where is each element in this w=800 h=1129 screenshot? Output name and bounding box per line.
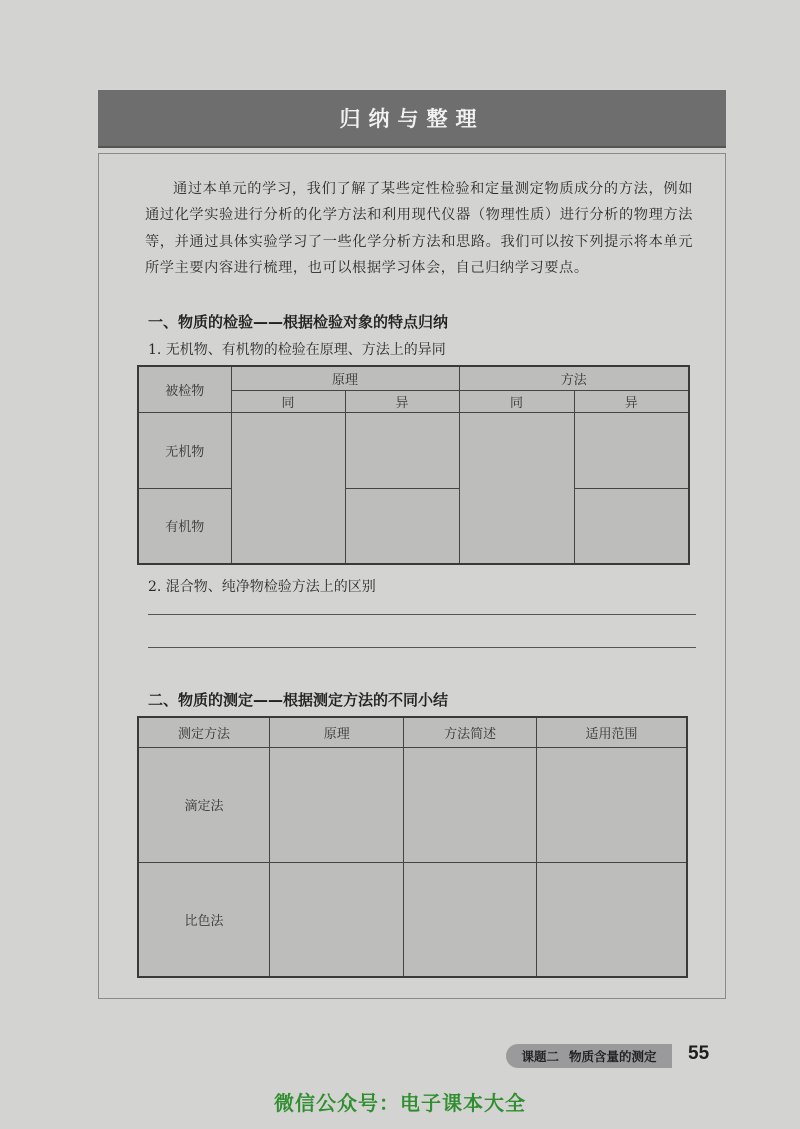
header-method-name: 测定方法 <box>138 717 269 747</box>
header-method-same: 同 <box>459 390 574 412</box>
footer-topic: 课题二 <box>521 1049 559 1064</box>
watermark: 微信公众号：电子课本大全 <box>274 1091 526 1115</box>
header-object: 被检物 <box>138 366 231 412</box>
cell-empty <box>404 862 536 977</box>
page-title: 归纳与整理 <box>339 107 485 131</box>
cell-inorganic-principle-diff <box>345 412 459 488</box>
answer-line <box>148 647 696 648</box>
cell-organic-principle-diff <box>345 488 459 564</box>
cell-inorganic-method-diff <box>574 412 689 488</box>
section1-heading: 一、物质的检验——根据检验对象的特点归纳 <box>148 313 449 331</box>
row-organic-label: 有机物 <box>138 488 231 564</box>
header-method-diff: 异 <box>574 390 689 412</box>
header-method-summary: 方法简述 <box>404 717 536 747</box>
header-principle: 原理 <box>269 717 403 747</box>
header-method: 方法 <box>459 366 689 390</box>
cell-empty <box>536 747 687 862</box>
section1-item1: 1. 无机物、有机物的检验在原理、方法上的异同 <box>148 342 446 358</box>
measurement-table <box>137 716 688 978</box>
cell-organic-method-diff <box>574 488 689 564</box>
answer-line <box>148 614 696 615</box>
cell-empty <box>269 862 403 977</box>
cell-empty <box>269 747 403 862</box>
row-titration-label: 滴定法 <box>138 747 269 862</box>
cell-empty <box>404 747 536 862</box>
footer-topic-title: 物质含量的测定 <box>569 1049 657 1064</box>
header-principle-diff: 异 <box>345 390 459 412</box>
intro-paragraph: 通过本单元的学习，我们了解了某些定性检验和定量测定物质成分的方法，例如通过化学实验进行分析的化学方法和利用现代仪器（物理性质）进行分析的物理方法等，并通过具体实验学习了一些化学分析方法和思路。我们可以按下列提示将本单元所学主要内容进行梳理，也可以根据学习体会，自己归纳学习要点。 <box>145 181 693 277</box>
inspection-table <box>137 365 690 565</box>
cell-empty <box>536 862 687 977</box>
title-banner <box>98 90 726 148</box>
row-colorimetry-label: 比色法 <box>138 862 269 977</box>
section2-heading: 二、物质的测定——根据测定方法的不同小结 <box>148 691 449 709</box>
cell-principle-same <box>231 412 345 564</box>
header-principle: 原理 <box>231 366 459 390</box>
header-scope: 适用范围 <box>536 717 687 747</box>
page-number: 55 <box>688 1043 710 1064</box>
row-inorganic-label: 无机物 <box>138 412 231 488</box>
header-principle-same: 同 <box>231 390 345 412</box>
cell-method-same <box>459 412 574 564</box>
section1-item2: 2. 混合物、纯净物检验方法上的区别 <box>148 579 376 595</box>
footer-badge <box>506 1044 672 1068</box>
